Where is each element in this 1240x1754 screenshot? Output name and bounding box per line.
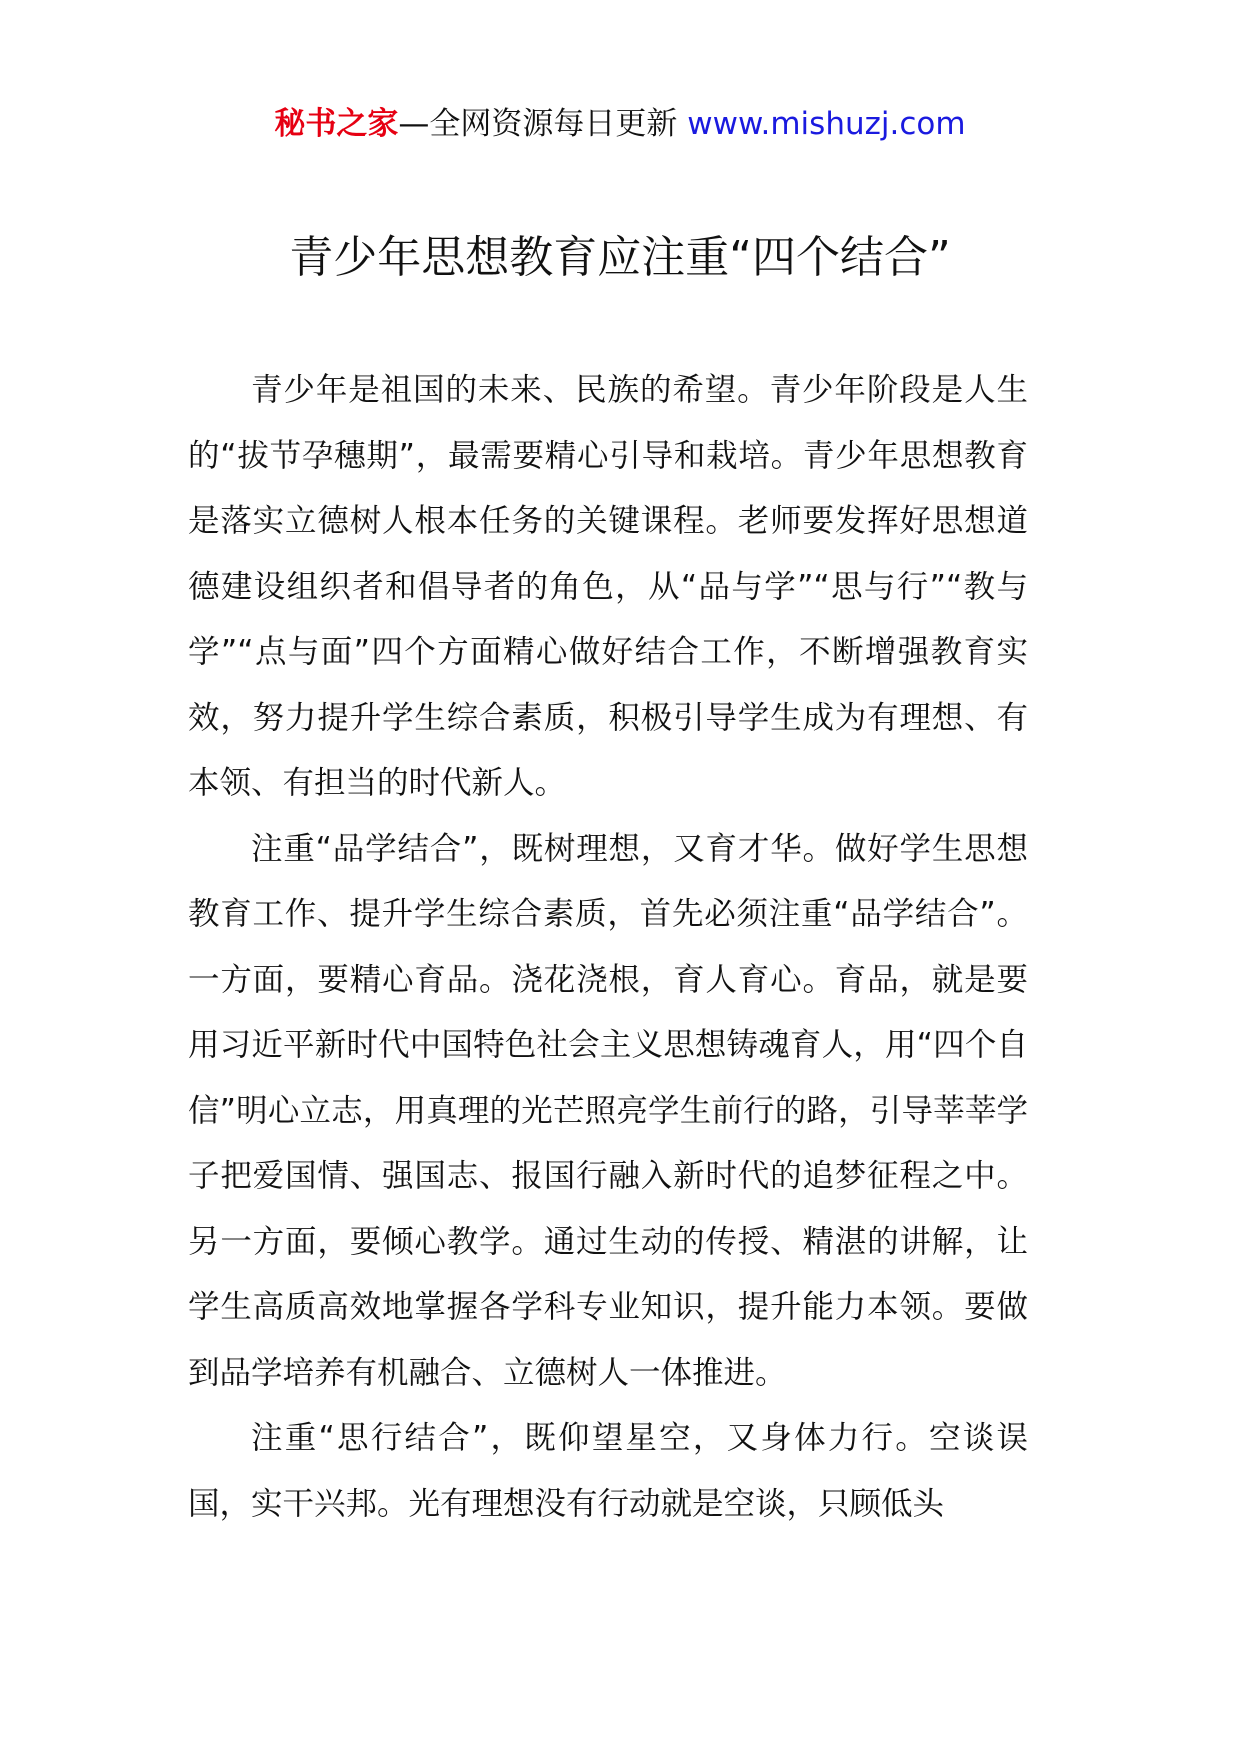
document-title: 青少年思想教育应注重“四个结合” [289, 232, 951, 283]
paragraph-si-xing [188, 1406, 1028, 1537]
paragraph-text: 空谈误国，实干兴邦。光有理想没有行动就是空谈，只顾低头 [188, 1420, 1028, 1522]
paragraph-intro [188, 358, 1028, 817]
brand-name: 秘书之家 [274, 106, 399, 142]
page-header [0, 100, 1240, 148]
paragraph-text: 做好学生思想教育工作、提升学生综合素质，首先必须注重“品学结合”。一方面，要精心育品。浇花浇根，育人育心。育品，就是要用习近平新时代中国特色社会主义思想铸魂育人，用“四个自信”明心立志，用真理的光芒照亮学生前行的路，引导莘莘学子把爱国情、强国志、报国行融入新时代的追梦征程之中。另一方面，要倾心教学。通过生动的传授、精湛的讲解，让学生高质高效地掌握各学科专业知识，提升能力本领。要做到品学培养有机融合、立德树人一体推进。 [188, 830, 1028, 1391]
paragraph-pin-xue [188, 817, 1028, 1407]
paragraph-lead: 注重“品学结合”，既树理想，又育才华。 [251, 830, 835, 867]
paragraph-lead: 注重“思行结合”，既仰望星空，又身体力行。 [251, 1420, 930, 1456]
header-tagline: —全网资源每日更新 [398, 106, 678, 142]
header-url-link[interactable]: www.mishuzj.com [687, 106, 966, 142]
document-body [188, 358, 1028, 1537]
paragraph-text: 青少年是祖国的未来、民族的希望。青少年阶段是人生的“拔节孕穗期”，最需要精心引导和栽培。青少年思想教育是落实立德树人根本任务的关键课程。老师要发挥好思想道德建设组织者和倡导者的角色，从“品与学”“思与行”“教与学”“点与面”四个方面精心做好结合工作，不断增强教育实效，努力提升学生综合素质，积极引导学生成为有理想、有本领、有担当的时代新人。 [188, 372, 1028, 801]
